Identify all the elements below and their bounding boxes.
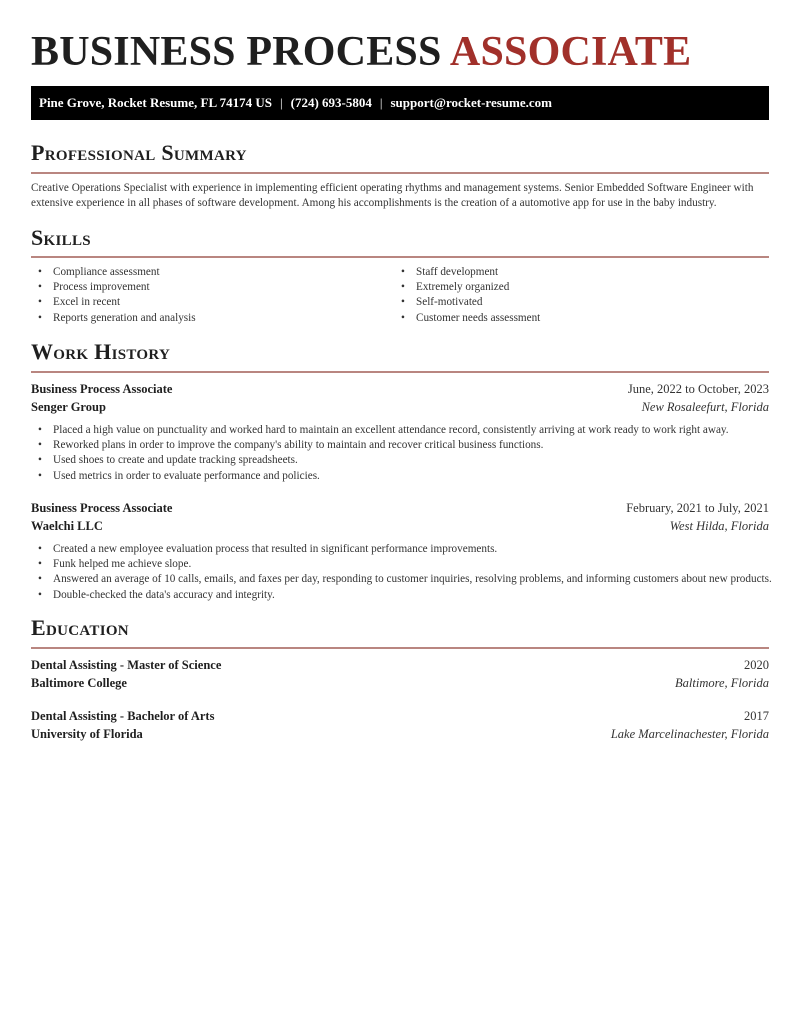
job-location: New Rosaleefurt, Florida (641, 400, 769, 414)
job-dates: June, 2022 to October, 2023 (627, 382, 769, 396)
job-title: Business Process Associate (31, 382, 173, 396)
title-accent: ASSOCIATE (449, 29, 692, 75)
job-bullet: • Placed a high value on punctuality and worked hard to maintain an excellent attendance record, consistently arriving at work ready to work right away. (31, 423, 769, 438)
job-header (31, 380, 769, 398)
education-school: Baltimore College (31, 676, 127, 690)
contact-email: support@rocket-resume.com (390, 95, 552, 110)
job-company-row (31, 398, 769, 416)
skills-heading: Skills (31, 225, 91, 250)
skill-item: • Staff development (394, 265, 540, 280)
education-degree: Dental Assisting - Master of Science (31, 658, 222, 672)
work-heading: Work History (31, 339, 171, 364)
title-main: BUSINESS PROCESS (31, 29, 442, 75)
job-bullet: • Created a new employee evaluation process that resulted in significant performance improvements. (31, 542, 769, 557)
job-company: Waelchi LLC (31, 519, 103, 533)
job-company-row (31, 517, 769, 535)
job-bullet: • Used metrics in order to evaluate performance and policies. (31, 469, 769, 484)
education-school: University of Florida (31, 727, 143, 741)
section-divider (31, 256, 769, 258)
education-location: Lake Marcelinachester, Florida (610, 727, 769, 741)
skill-item: • Reports generation and analysis (31, 311, 196, 326)
contact-separator: | (280, 95, 283, 110)
job-bullets (31, 423, 769, 484)
resume-title (31, 28, 691, 76)
section-divider (31, 172, 769, 174)
summary-heading: Professional Summary (31, 140, 247, 165)
skill-item: • Self-motivated (394, 295, 540, 310)
skill-item: • Excel in recent (31, 295, 196, 310)
job-bullet: • Answered an average of 10 calls, emails, and faxes per day, responding to customer inquiries, resolving problems, and informing customers about new products. (31, 572, 769, 587)
contact-separator: | (379, 95, 383, 110)
job-bullet: • Used shoes to create and update tracking spreadsheets. (31, 453, 769, 468)
education-school-row (31, 674, 769, 692)
education-degree: Dental Assisting - Bachelor of Arts (31, 709, 215, 723)
education-year: 2017 (744, 709, 769, 723)
skills-list-right (394, 265, 540, 326)
job-bullet: • Funk helped me achieve slope. (31, 557, 769, 572)
contact-phone: (724) 693-5804 (290, 95, 372, 110)
section-divider (31, 647, 769, 649)
job-company: Senger Group (31, 400, 106, 414)
skills-list-left (31, 265, 196, 326)
education-header (31, 656, 769, 674)
education-header (31, 707, 769, 725)
education-year: 2020 (744, 658, 769, 672)
education-location: Baltimore, Florida (675, 676, 769, 690)
section-divider (31, 371, 769, 373)
job-location: West Hilda, Florida (669, 519, 769, 533)
education-heading: Education (31, 615, 129, 640)
job-header (31, 499, 769, 517)
job-bullets (31, 542, 772, 603)
skill-item: • Customer needs assessment (394, 311, 540, 326)
contact-bar (31, 86, 769, 120)
skill-item: • Compliance assessment (31, 265, 196, 280)
skill-item: • Extremely organized (394, 280, 540, 295)
contact-address: Pine Grove, Rocket Resume, FL 74174 US (39, 95, 273, 110)
job-bullet: • Reworked plans in order to improve the company's ability to maintain and recover critical business functions. (31, 438, 769, 453)
skill-item: • Process improvement (31, 280, 196, 295)
job-dates: February, 2021 to July, 2021 (626, 501, 769, 515)
job-bullet: • Double-checked the data's accuracy and integrity. (31, 588, 769, 603)
job-title: Business Process Associate (31, 501, 173, 515)
summary-text: Creative Operations Specialist with experience in implementing efficient operating rhythms and management systems. Senior Embedded Software Engineer with extensive experience in all phases of software development. Among his accomplishments is the creation of a automotive app for use in the baby industry. (31, 182, 754, 209)
education-school-row (31, 725, 769, 743)
